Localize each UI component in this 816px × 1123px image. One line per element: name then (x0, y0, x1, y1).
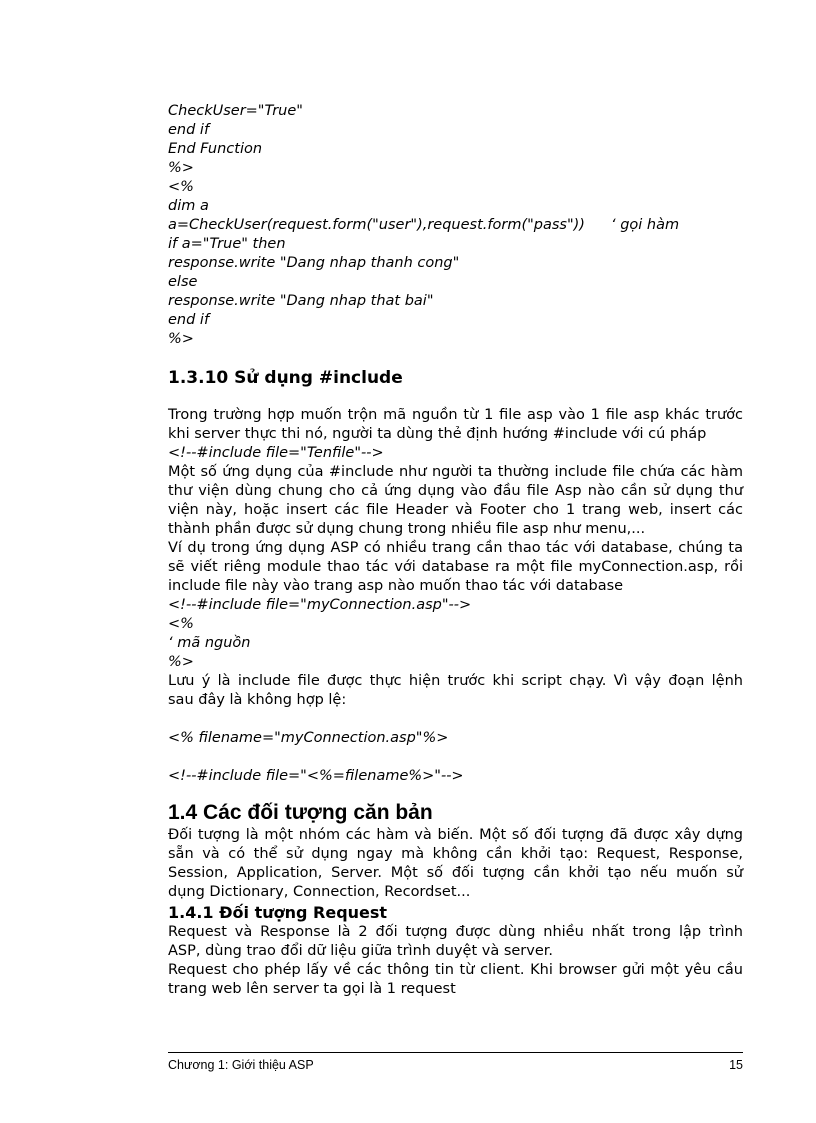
paragraph-line: sẵn và có thể sử dụng ngay mà không cần khởi tạo: Request, Response, (168, 846, 743, 862)
paragraph-line: khi server thực thi nó, người ta dùng thẻ định hướng #include với cú pháp (168, 426, 707, 442)
code-line: <% (168, 616, 194, 632)
code-line: dim a (168, 198, 209, 214)
code-line: <!--#include file="Tenfile"--> (168, 445, 384, 461)
paragraph-line: Đối tượng là một nhóm các hàm và biến. Một số đối tượng đã được xây dựng (168, 827, 743, 843)
code-line: end if (168, 312, 210, 328)
code-line: if a="True" then (168, 236, 286, 252)
subsection-heading: 1.4.1 Đối tượng Request (168, 903, 388, 922)
paragraph-line: Một số ứng dụng của #include như người ta thường include file chứa các hàm (168, 464, 743, 480)
code-line: a=CheckUser(request.form("user"),request.form("pass")) (168, 217, 585, 233)
code-line: %> (168, 160, 194, 176)
code-line: response.write "Dang nhap that bai" (168, 293, 434, 309)
section-heading: 1.4 Các đối tượng căn bản (168, 801, 433, 824)
code-line: response.write "Dang nhap thanh cong" (168, 255, 460, 271)
paragraph-line: Request cho phép lấy về các thông tin từ client. Khi browser gửi một yêu cầu (168, 962, 743, 978)
code-line: ‘ mã nguồn (168, 635, 251, 651)
paragraph-line: sẽ viết riêng module thao tác với database ra một file myConnection.asp, rồi (168, 559, 743, 575)
footer-divider (168, 1052, 743, 1053)
code-line: %> (168, 654, 194, 670)
code-line: <!--#include file="myConnection.asp"--> (168, 597, 472, 613)
paragraph-line: dụng Dictionary, Connection, Recordset... (168, 884, 471, 900)
paragraph-line: trang web lên server ta gọi là 1 request (168, 981, 456, 997)
section-heading: 1.3.10 Sử dụng #include (168, 368, 403, 388)
paragraph-line: include file này vào trang asp nào muốn thao tác với database (168, 578, 624, 594)
paragraph-line: Lưu ý là include file được thực hiện trước khi script chạy. Vì vậy đoạn lệnh (168, 673, 743, 689)
code-line: End Function (168, 141, 263, 157)
code-line: <!--#include file="<%=filename%>"--> (168, 768, 464, 784)
code-line: <% (168, 179, 194, 195)
code-line: %> (168, 331, 194, 347)
code-line: else (168, 274, 198, 290)
code-comment: ‘ gọi hàm (611, 217, 680, 233)
code-line: <% filename="myConnection.asp"%> (168, 730, 449, 746)
paragraph-line: sau đây là không hợp lệ: (168, 692, 347, 708)
page-number: 15 (729, 1058, 743, 1072)
paragraph-line: ASP, dùng trao đổi dữ liệu giữa trình duyệt và server. (168, 943, 554, 959)
paragraph-line: Trong trường hợp muốn trộn mã nguồn từ 1 file asp vào 1 file asp khác trước (168, 407, 743, 423)
paragraph-line: viện này, hoặc insert các file Header và Footer cho 1 trang web, insert các (168, 502, 743, 518)
paragraph-line: Ví dụ trong ứng dụng ASP có nhiều trang cần thao tác với database, chúng ta (168, 540, 743, 556)
paragraph-line: thành phần được sử dụng chung trong nhiều file asp như menu,... (168, 521, 646, 537)
code-line: CheckUser="True" (168, 103, 303, 119)
paragraph-line: Request và Response là 2 đối tượng được dùng nhiều nhất trong lập trình (168, 924, 743, 940)
code-line: end if (168, 122, 210, 138)
paragraph-line: thư viện dùng chung cho cả ứng dụng vào đầu file Asp nào cần sử dụng thư (168, 483, 743, 499)
document-page (168, 0, 743, 1123)
footer-chapter: Chương 1: Giới thiệu ASP (168, 1058, 314, 1072)
paragraph-line: Session, Application, Server. Một số đối tượng cần khởi tạo nếu muốn sử (168, 865, 743, 881)
